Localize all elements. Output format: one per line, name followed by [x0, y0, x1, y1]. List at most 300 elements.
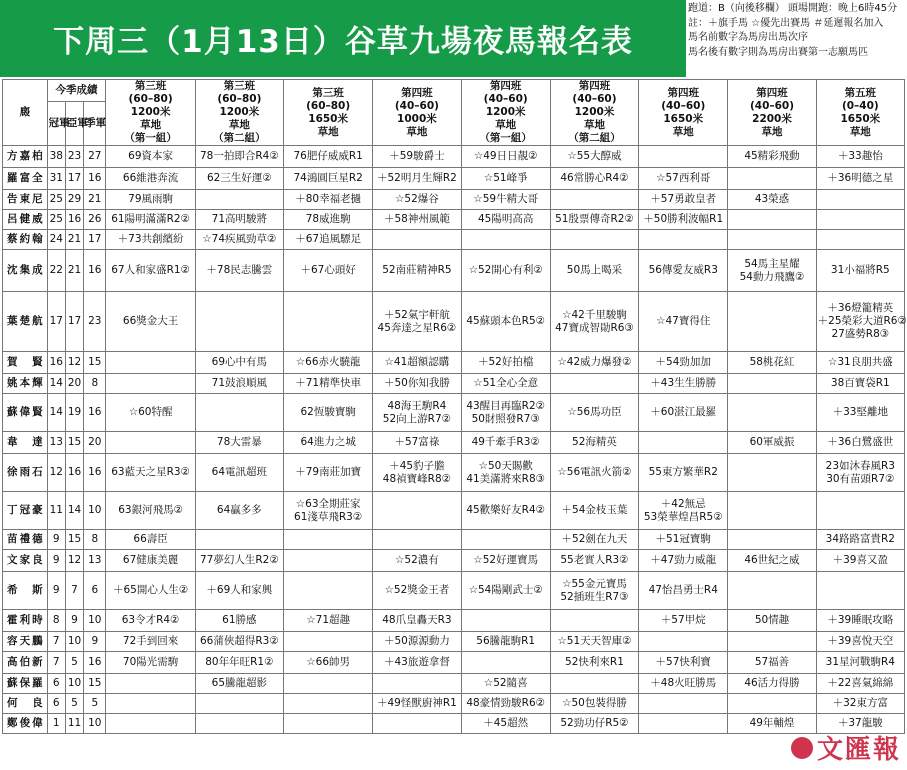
wins-count: 8	[47, 610, 65, 632]
entry-cell	[373, 230, 461, 250]
table-body	[3, 146, 905, 734]
entry-cell	[728, 694, 816, 714]
entry-cell	[816, 550, 904, 572]
trainer-name: 容天鵬	[3, 632, 48, 652]
horse-entry: ☆66帥男	[306, 656, 351, 668]
entry-cell	[195, 694, 283, 714]
entry-cell	[373, 292, 461, 352]
entry-cell	[550, 610, 638, 632]
entry-cell	[195, 674, 283, 694]
wins-count: 17	[47, 292, 65, 352]
entry-cell	[461, 652, 550, 674]
horse-entry: ＋33趣怡	[837, 150, 883, 162]
seconds-count: 21	[65, 250, 83, 292]
entry-cell	[106, 550, 195, 572]
entry-cell	[639, 146, 728, 168]
horse-entry: ☆31良朋共盛	[827, 356, 893, 368]
horse-entry: ＋57甲烷	[660, 614, 706, 626]
horse-entry: 62恆駿寶駒	[300, 406, 356, 418]
entry-cell	[816, 652, 904, 674]
entry-cell	[195, 190, 283, 210]
entry-cell	[550, 674, 638, 694]
horse-entry: 78大雷暴	[216, 436, 262, 448]
horse-entry: 56傳愛友威R3	[648, 264, 718, 276]
season-header: 今季成績	[47, 80, 106, 102]
seconds-count: 16	[65, 210, 83, 230]
entry-cell	[284, 146, 373, 168]
entry-cell	[195, 492, 283, 530]
entry-cell	[461, 632, 550, 652]
trainer-name: 告東尼	[3, 190, 48, 210]
horse-entry: 63令才R4②	[121, 614, 180, 626]
wenweipo-logo-icon	[791, 737, 813, 759]
entry-cell	[550, 168, 638, 190]
horse-entry: ☆52獎金王者	[384, 584, 450, 596]
entry-cell	[728, 394, 816, 432]
entry-cell	[106, 394, 195, 432]
trainer-name: 苗禮德	[3, 530, 48, 550]
entry-cell	[728, 250, 816, 292]
seconds-count: 11	[65, 714, 83, 734]
entry-cell	[816, 454, 904, 492]
entry-cell	[373, 572, 461, 610]
thirds-count: 10	[84, 610, 106, 632]
entry-cell	[373, 492, 461, 530]
entry-cell	[461, 292, 550, 352]
thirds-count: 16	[84, 394, 106, 432]
horse-entry: 52南莊精神R5	[382, 264, 452, 276]
table-row	[3, 572, 905, 610]
entry-cell	[106, 454, 195, 492]
entry-cell	[461, 714, 550, 734]
seconds-count: 12	[65, 352, 83, 374]
thirds-count: 10	[84, 714, 106, 734]
entry-cell	[373, 652, 461, 674]
entry-cell	[373, 530, 461, 550]
entry-cell	[106, 572, 195, 610]
entry-cell	[728, 432, 816, 454]
horse-entry: ＋52明月生輝R2	[376, 172, 457, 184]
horse-entry: ＋50你知我勝	[383, 377, 450, 389]
seconds-count: 5	[65, 694, 83, 714]
entry-cell	[195, 632, 283, 652]
entry-cell	[195, 146, 283, 168]
horse-entry: ＋43生生勝勝	[650, 377, 717, 389]
wins-count: 25	[47, 210, 65, 230]
entry-cell	[195, 168, 283, 190]
horse-entry: ＋59駿爵士	[389, 150, 445, 162]
horse-entry: ＋47勁力威龍	[650, 554, 717, 566]
table-row	[3, 210, 905, 230]
horse-entry: 52勁功仔R5②	[560, 717, 629, 729]
horse-entry: ☆74疾風勁草②	[202, 233, 277, 245]
horse-entry: ＋39睡眠攻略	[827, 614, 894, 626]
thirds-count: 27	[84, 146, 106, 168]
entry-cell	[461, 168, 550, 190]
seconds-count: 17	[65, 292, 83, 352]
entry-cell	[284, 210, 373, 230]
horse-entry: 76肥仔威威R1	[293, 150, 363, 162]
header	[0, 0, 907, 77]
watermark-text: 文匯報	[816, 735, 901, 765]
horse-entry: 27盛勢R8③	[831, 328, 890, 340]
race-header: 第四班 (40–60) 2200米 草地	[728, 80, 816, 146]
trainer-name: 韋 達	[3, 432, 48, 454]
entry-cell	[728, 292, 816, 352]
horse-entry: 48爪皇轟天R3	[382, 614, 452, 626]
horse-entry: 52海精英	[572, 436, 617, 448]
horse-entry: 66蒲俠超得R3②	[199, 635, 279, 647]
entry-cell	[639, 632, 728, 652]
horse-entry: ＋79南莊加寶	[295, 466, 362, 478]
seconds-count: 29	[65, 190, 83, 210]
entry-cell	[728, 572, 816, 610]
thirds-header: 季軍	[84, 102, 106, 146]
entry-cell	[373, 168, 461, 190]
horse-entry: 71鼓浪順風	[211, 377, 268, 389]
horse-entry: 48禎寶峰R8②	[382, 472, 452, 485]
table-row	[3, 146, 905, 168]
wins-count: 13	[47, 432, 65, 454]
entry-cell	[639, 694, 728, 714]
horse-entry: 52插班生R7③	[560, 590, 629, 603]
table-row	[3, 250, 905, 292]
horse-entry: ＋67心頭好	[300, 264, 356, 276]
entry-cell	[816, 694, 904, 714]
entry-cell	[550, 190, 638, 210]
entry-cell	[728, 610, 816, 632]
horse-entry: ＋78民志騰雲	[206, 264, 273, 276]
horse-entry: 23如沐春風R3	[825, 459, 895, 472]
horse-entry: ＋37龍駿	[837, 717, 883, 729]
entry-cell	[461, 694, 550, 714]
horse-entry: ☆57西利哥	[656, 172, 711, 184]
trainer-name: 何 良	[3, 694, 48, 714]
horse-entry: 65騰龍超影	[211, 677, 268, 689]
table-row	[3, 374, 905, 394]
entry-cell	[373, 454, 461, 492]
horse-entry: 61陽明滿滿R2②	[111, 213, 190, 225]
table-row	[3, 610, 905, 632]
wins-count: 7	[47, 632, 65, 652]
trainer-name: 沈集成	[3, 250, 48, 292]
entry-cell	[461, 190, 550, 210]
horse-entry: 48海王駒R4	[387, 399, 447, 412]
entry-cell	[195, 550, 283, 572]
wins-count: 31	[47, 168, 65, 190]
trainer-name: 羅富全	[3, 168, 48, 190]
entry-cell	[373, 674, 461, 694]
note-choice: 馬名後有數字則為馬房出賽第一志願馬匹	[688, 46, 868, 58]
entry-cell	[550, 146, 638, 168]
entry-cell	[284, 454, 373, 492]
wins-count: 11	[47, 492, 65, 530]
wins-count: 9	[47, 530, 65, 550]
table-row	[3, 292, 905, 352]
horse-entry: 61勝感	[222, 614, 257, 626]
horse-entry: 79風雨駒	[128, 193, 174, 205]
seconds-count: 15	[65, 530, 83, 550]
entry-cell	[284, 352, 373, 374]
thirds-count: 6	[84, 572, 106, 610]
entry-cell	[728, 374, 816, 394]
entry-cell	[195, 714, 283, 734]
entry-cell	[284, 572, 373, 610]
thirds-count: 5	[84, 694, 106, 714]
horse-entry: ＋65開心人生②	[112, 584, 189, 596]
entry-cell	[373, 374, 461, 394]
entry-cell	[284, 230, 373, 250]
horse-entry: ＋22喜氣綿綿	[827, 677, 894, 689]
entry-cell	[373, 146, 461, 168]
horse-entry: ＋57勇敢皇者	[650, 193, 717, 205]
trainer-name: 賀 賢	[3, 352, 48, 374]
horse-entry: 53榮華煌昌R5②	[643, 510, 723, 523]
entry-cell	[550, 652, 638, 674]
wins-header: 冠軍	[47, 102, 65, 146]
wins-count: 9	[47, 572, 65, 610]
entry-cell	[639, 250, 728, 292]
entry-cell	[106, 694, 195, 714]
seconds-count: 17	[65, 168, 83, 190]
horse-entry: 30有苗頭R7②	[826, 472, 895, 485]
entry-cell	[550, 374, 638, 394]
horse-entry: ＋43旅遊拿督	[383, 656, 450, 668]
entry-cell	[816, 572, 904, 610]
horse-entry: 47怡昌勇士R4	[648, 584, 718, 596]
horse-entry: ☆41超額認購	[384, 356, 450, 368]
entry-cell	[639, 610, 728, 632]
horse-entry: 69資本家	[128, 150, 174, 162]
horse-entry: ☆66赤火驍龍	[295, 356, 361, 368]
entry-cell	[284, 190, 373, 210]
wins-count: 22	[47, 250, 65, 292]
entry-cell	[728, 652, 816, 674]
trainer-name: 葉楚航	[3, 292, 48, 352]
entry-cell	[728, 674, 816, 694]
entry-cell	[106, 714, 195, 734]
entry-cell	[639, 492, 728, 530]
entry-cell	[639, 714, 728, 734]
horse-entry: ＋36白鷺盛世	[827, 436, 894, 448]
horse-entry: ＋57富祿	[394, 436, 440, 448]
trainer-name: 鄭俊偉	[3, 714, 48, 734]
entry-cell	[195, 210, 283, 230]
seconds-count: 19	[65, 394, 83, 432]
thirds-count: 17	[84, 230, 106, 250]
entry-cell	[284, 492, 373, 530]
horse-entry: 45歡樂好友R4②	[466, 504, 546, 516]
entry-cell	[284, 674, 373, 694]
entry-cell	[195, 352, 283, 374]
horse-entry: ＋54金枝玉葉	[561, 504, 628, 516]
horse-entry: ＋45超然	[483, 717, 529, 729]
entry-cell	[728, 632, 816, 652]
entries-table	[2, 79, 905, 734]
wins-count: 25	[47, 190, 65, 210]
seconds-count: 10	[65, 632, 83, 652]
wins-count: 9	[47, 550, 65, 572]
wins-count: 12	[47, 454, 65, 492]
seconds-count: 15	[65, 432, 83, 454]
horse-entry: ☆56電訊火箭②	[557, 466, 632, 478]
entry-cell	[106, 352, 195, 374]
entry-cell	[816, 374, 904, 394]
horse-entry: ＋51冠寶駒	[655, 533, 711, 545]
horse-entry: 50財照發R7③	[471, 412, 540, 425]
entry-cell	[816, 292, 907, 352]
horse-entry: ＋52劍在九天	[561, 533, 628, 545]
trainer-name: 姚本輝	[3, 374, 48, 394]
horse-entry: 45蘇頭本色R5②	[466, 315, 546, 327]
table-row	[3, 454, 905, 492]
entry-cell	[284, 292, 373, 352]
entry-cell	[816, 168, 904, 190]
entry-cell	[816, 610, 904, 632]
entry-cell	[284, 374, 373, 394]
race-header: 第三班 (60–80) 1200米 草地 （第二組）	[195, 80, 283, 146]
entry-cell	[195, 374, 283, 394]
wins-count: 7	[47, 652, 65, 674]
horse-entry: ＋71精準快車	[295, 377, 362, 389]
horse-entry: ☆55大醇威	[567, 150, 622, 162]
entry-cell	[639, 674, 728, 694]
entry-cell	[106, 652, 195, 674]
entry-cell	[550, 230, 638, 250]
horse-entry: 64進力之城	[300, 436, 356, 448]
table-row	[3, 394, 905, 432]
note-order: 馬名前數字為馬房出馬次序	[688, 32, 808, 43]
entry-cell	[195, 530, 283, 550]
horse-entry: ☆63全期莊家	[295, 497, 361, 510]
entry-cell	[195, 652, 283, 674]
entry-cell	[284, 394, 373, 432]
horse-entry: 49千牽手R3②	[471, 436, 540, 448]
entry-cell	[284, 632, 373, 652]
entry-cell	[728, 168, 816, 190]
table-row	[3, 714, 905, 734]
entry-cell	[639, 394, 728, 432]
horse-entry: ＋32東方富	[832, 697, 888, 709]
wins-count: 24	[47, 230, 65, 250]
horse-entry: ＋49怪獸廚神R1	[376, 697, 457, 709]
entry-cell	[461, 250, 550, 292]
entry-cell	[284, 550, 373, 572]
horse-entry: 70陽光需駒	[122, 656, 179, 668]
thirds-count: 16	[84, 168, 106, 190]
horse-entry: ＋67追風驃足	[295, 233, 362, 245]
horse-entry: ☆52濃有	[395, 554, 439, 566]
seconds-count: 12	[65, 550, 83, 572]
entry-cell	[373, 632, 461, 652]
horse-entry: ＋50勝利波幅R1	[643, 213, 724, 225]
thirds-count: 16	[84, 454, 106, 492]
horse-entry: ☆50包裝得勝	[562, 697, 627, 709]
thirds-count: 13	[84, 550, 106, 572]
entry-cell	[284, 652, 373, 674]
wins-count: 38	[47, 146, 65, 168]
horse-entry: 48豪情勁駿R6②	[466, 697, 546, 709]
entry-cell	[728, 210, 816, 230]
horse-entry: ☆52開心有利②	[468, 264, 543, 276]
trainer-name: 霍利時	[3, 610, 48, 632]
entry-cell	[461, 572, 550, 610]
horse-entry: ☆52好運寶馬	[473, 554, 539, 566]
horse-entry: 62三生好運②	[206, 172, 272, 184]
horse-entry: ＋50源源動力	[383, 635, 450, 647]
horse-entry: 66獎金大王	[122, 315, 179, 327]
entry-cell	[106, 146, 195, 168]
horse-entry: ＋25榮彩大道R6②	[817, 315, 907, 327]
seconds-header: 亞軍	[65, 102, 83, 146]
entry-cell	[728, 230, 816, 250]
horse-entry: ＋60湛江最羅	[650, 406, 717, 418]
seconds-count: 16	[65, 454, 83, 492]
entry-cell	[728, 454, 816, 492]
horse-entry: 45精彩飛動	[744, 150, 800, 162]
horse-entry: 50馬上喝采	[566, 264, 623, 276]
entry-cell	[461, 610, 550, 632]
trainer-name: 蘇保羅	[3, 674, 48, 694]
horse-entry: 54動力飛鷹②	[739, 270, 805, 283]
horse-entry: 43榮惑	[754, 193, 790, 205]
watermark	[791, 729, 901, 766]
race-header: 第五班 (0–40) 1650米 草地	[816, 80, 904, 146]
entry-cell	[816, 632, 904, 652]
race-header: 第四班 (40–60) 1200米 草地 （第二組）	[550, 80, 638, 146]
title-banner	[0, 0, 686, 77]
horse-entry: 46常勝心R4②	[560, 172, 629, 184]
table-row	[3, 168, 905, 190]
trainer-name: 希 斯	[3, 572, 48, 610]
entry-cell	[816, 146, 904, 168]
entry-cell	[461, 432, 550, 454]
horse-entry: 47寶成智勛R6③	[555, 321, 634, 334]
entry-cell	[461, 530, 550, 550]
horse-entry: 58桃花紅	[749, 356, 795, 368]
horse-entry: ＋58神州風範	[383, 213, 450, 225]
race-header: 第四班 (40–60) 1650米 草地	[639, 80, 728, 146]
trainer-name: 高伯新	[3, 652, 48, 674]
entry-cell	[816, 230, 904, 250]
entry-cell	[728, 146, 816, 168]
horse-entry: ＋52氣宇軒航	[383, 308, 450, 321]
horse-entry: 51殷票傳奇R2②	[555, 213, 634, 225]
horse-entry: 31星河戰駒R4	[825, 656, 895, 668]
horse-entry: ＋73共創繽紛	[117, 233, 184, 245]
table-row	[3, 432, 905, 454]
table-row	[3, 230, 905, 250]
table-row	[3, 674, 905, 694]
table-row	[3, 652, 905, 674]
seconds-count: 5	[65, 652, 83, 674]
thirds-count: 23	[84, 292, 106, 352]
entry-cell	[461, 550, 550, 572]
entry-cell	[106, 432, 195, 454]
thirds-count: 21	[84, 190, 106, 210]
horse-entry: 67人和家盛R1②	[111, 264, 190, 276]
trainer-name: 文家良	[3, 550, 48, 572]
horse-entry: ＋48火旺勝馬	[650, 677, 717, 689]
table-row	[3, 352, 905, 374]
horse-entry: ☆42千里駿駒	[562, 308, 627, 321]
horse-entry: 71高明駿將	[211, 213, 268, 225]
horse-entry: 56騰龍駒R1	[476, 635, 536, 647]
entry-cell	[816, 352, 904, 374]
table-row	[3, 492, 905, 530]
entry-cell	[550, 454, 638, 492]
entry-cell	[639, 190, 728, 210]
